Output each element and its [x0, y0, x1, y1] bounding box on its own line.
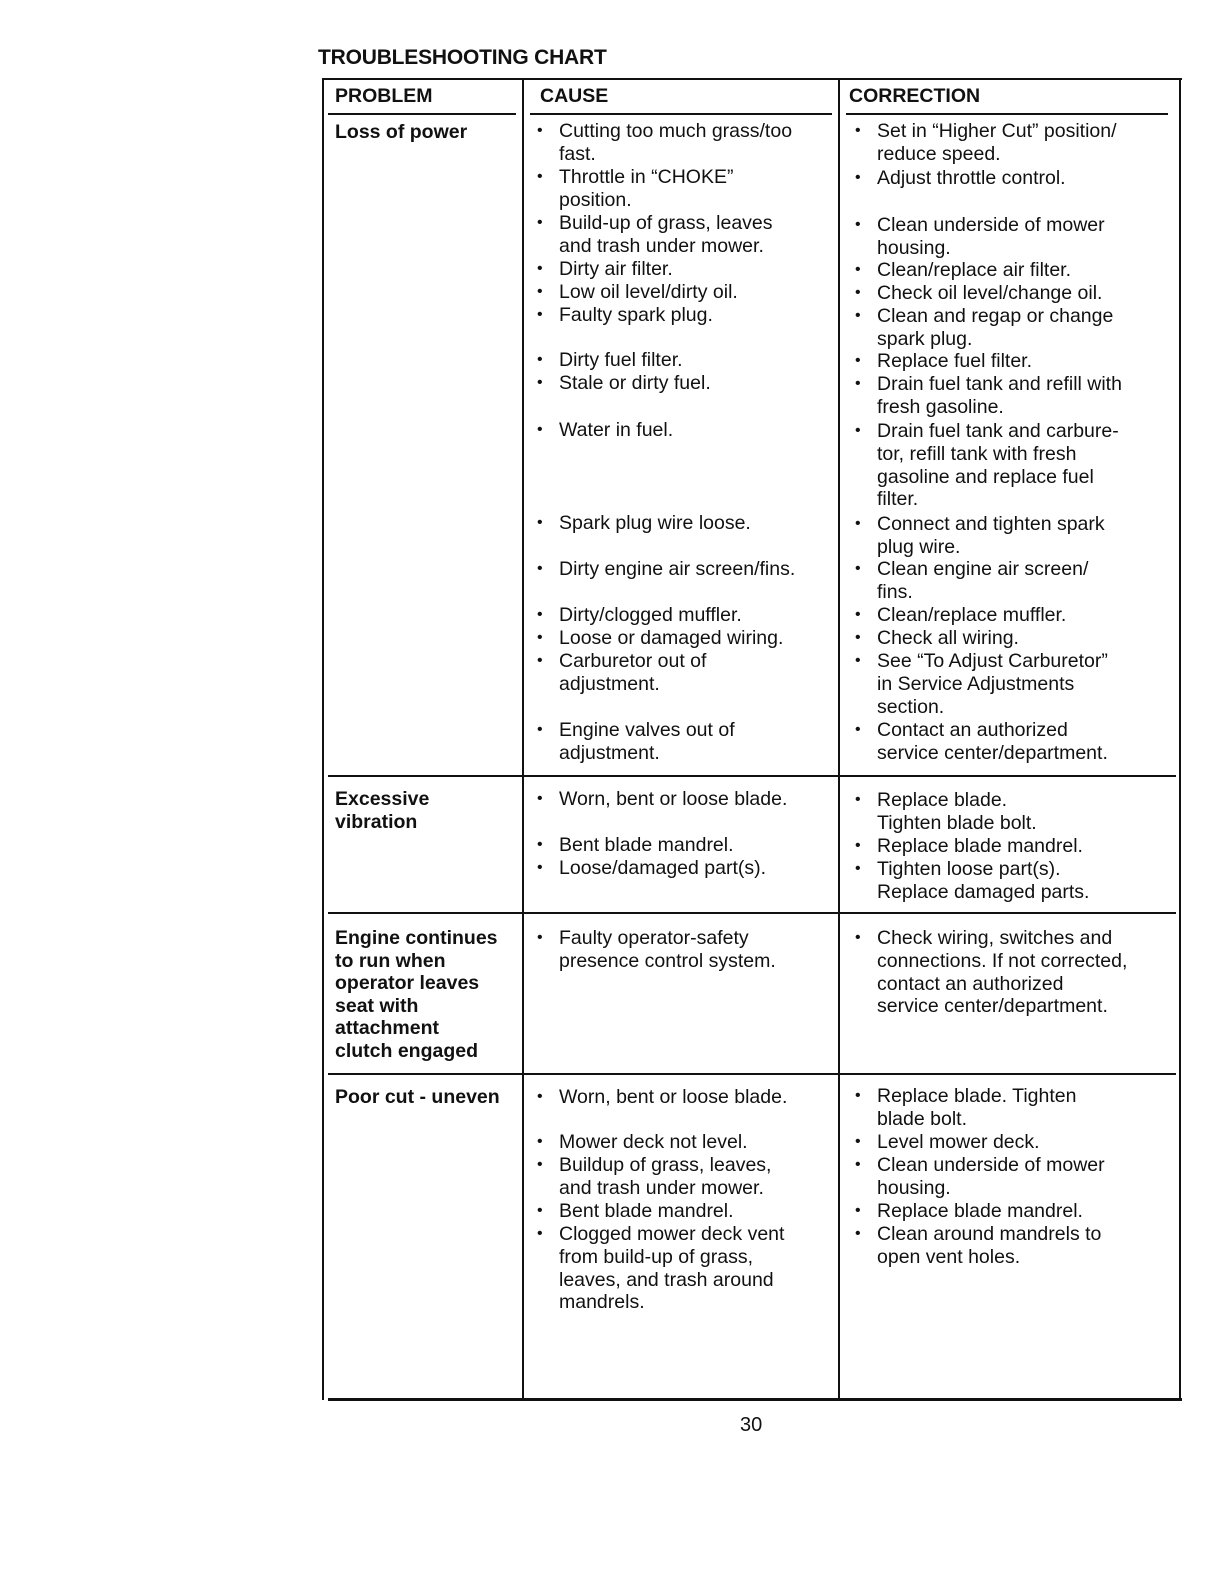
bullet-icon: • — [855, 1087, 861, 1104]
bullet-icon: • — [855, 791, 861, 808]
correction-text: Clean/replace muffler. — [877, 604, 1067, 626]
cause-item — [532, 304, 713, 327]
cause-text: Bent blade mandrel. — [559, 834, 734, 856]
cause-text: Throttle in “CHOKE” position. — [559, 166, 734, 211]
correction-item — [850, 1085, 1076, 1131]
section-separator — [328, 912, 1176, 914]
bullet-icon: • — [855, 652, 861, 669]
bullet-icon: • — [537, 351, 543, 368]
bullet-icon: • — [537, 1202, 543, 1219]
bullet-icon: • — [855, 721, 861, 738]
cause-text: Bent blade mandrel. — [559, 1200, 734, 1222]
bullet-icon: • — [855, 860, 861, 877]
cause-item — [532, 558, 795, 581]
cause-text: Loose or damaged wiring. — [559, 627, 784, 649]
section-separator — [328, 775, 1176, 777]
cause-item — [532, 1086, 787, 1109]
cause-text: Dirty engine air screen/fins. — [559, 558, 796, 580]
bullet-icon: • — [855, 169, 861, 186]
cause-item — [532, 1131, 748, 1154]
bullet-icon: • — [537, 836, 543, 853]
cause-text: Stale or dirty fuel. — [559, 372, 711, 394]
cause-text: Water in fuel. — [559, 419, 674, 441]
correction-item — [850, 927, 1127, 1018]
cause-text: Spark plug wire loose. — [559, 512, 751, 534]
cause-item — [532, 349, 683, 372]
bullet-icon: • — [537, 374, 543, 391]
correction-item — [850, 1200, 1083, 1223]
correction-text: Replace fuel filter. — [877, 350, 1033, 372]
bullet-icon: • — [537, 260, 543, 277]
cause-item — [532, 1223, 784, 1314]
bullet-icon: • — [855, 352, 861, 369]
bullet-icon: • — [537, 214, 543, 231]
correction-item — [850, 604, 1066, 627]
correction-text: Clean around mandrels to open vent holes. — [877, 1223, 1102, 1268]
problem-label: Excessive vibration — [335, 788, 430, 833]
correction-text: Clean underside of mower housing. — [877, 214, 1105, 259]
cause-item — [532, 650, 706, 696]
bullet-icon: • — [537, 168, 543, 185]
column-divider-correction — [838, 78, 840, 1400]
cause-item — [532, 166, 733, 212]
correction-text: Check all wiring. — [877, 627, 1019, 649]
correction-text: Replace blade mandrel. — [877, 835, 1083, 857]
bullet-icon: • — [537, 514, 543, 531]
bullet-icon: • — [537, 629, 543, 646]
bullet-icon: • — [855, 560, 861, 577]
bullet-icon: • — [855, 1225, 861, 1242]
cause-item — [532, 719, 735, 765]
correction-item — [850, 282, 1102, 305]
correction-text: Adjust throttle control. — [877, 167, 1066, 189]
cause-item — [532, 212, 773, 258]
bullet-icon: • — [855, 422, 861, 439]
correction-item — [850, 214, 1105, 260]
cause-text: Loose/damaged part(s). — [559, 857, 767, 879]
bullet-icon: • — [537, 790, 543, 807]
correction-item — [850, 120, 1117, 166]
cause-text: Buildup of grass, leaves, and trash under mower. — [559, 1154, 772, 1199]
correction-item — [850, 513, 1105, 559]
bullet-icon: • — [855, 1202, 861, 1219]
cause-text: Mower deck not level. — [559, 1131, 748, 1153]
correction-item — [850, 1131, 1040, 1154]
cause-item — [532, 604, 742, 627]
cause-text: Clogged mower deck vent from build-up of grass, leaves, and trash around mandrels. — [559, 1223, 785, 1314]
correction-text: Drain fuel tank and carbure- tor, refill tank with fresh gasoline and replace fuel filter. — [877, 420, 1119, 511]
cause-item — [532, 1154, 771, 1200]
table-right-border — [1179, 78, 1181, 1400]
bullet-icon: • — [537, 421, 543, 438]
cause-item — [532, 788, 787, 811]
bullet-icon: • — [855, 1156, 861, 1173]
bullet-icon: • — [855, 261, 861, 278]
troubleshooting-table — [322, 78, 1182, 1400]
bullet-icon: • — [855, 375, 861, 392]
bullet-icon: • — [855, 837, 861, 854]
correction-item — [850, 305, 1113, 351]
correction-text: Replace blade. Tighten blade bolt. — [877, 789, 1037, 834]
correction-item — [850, 259, 1071, 282]
header-problem: PROBLEM — [335, 85, 433, 107]
correction-text: Clean engine air screen/ fins. — [877, 558, 1089, 603]
correction-text: Check oil level/change oil. — [877, 282, 1103, 304]
correction-item — [850, 373, 1122, 419]
correction-item — [850, 627, 1019, 650]
header-cause: CAUSE — [540, 85, 609, 107]
correction-text: See “To Adjust Carburetor” in Service Adjustments section. — [877, 650, 1108, 718]
correction-item — [850, 1154, 1105, 1200]
bullet-icon: • — [855, 284, 861, 301]
correction-text: Replace blade. Tighten blade bolt. — [877, 1085, 1077, 1130]
column-divider-cause — [522, 78, 524, 1400]
problem-label: Poor cut - uneven — [335, 1086, 500, 1108]
correction-item — [850, 650, 1108, 718]
bullet-icon: • — [855, 929, 861, 946]
cause-item — [532, 627, 783, 650]
bullet-icon: • — [537, 721, 543, 738]
correction-text: Check wiring, switches and connections. If not corrected, contact an authorized service center/department. — [877, 927, 1128, 1018]
correction-text: Drain fuel tank and refill with fresh gasoline. — [877, 373, 1122, 418]
cause-text: Low oil level/dirty oil. — [559, 281, 738, 303]
cause-item — [532, 372, 711, 395]
bullet-icon: • — [855, 1133, 861, 1150]
cause-text: Dirty/clogged muffler. — [559, 604, 742, 626]
correction-item — [850, 835, 1083, 858]
header-underline-cause — [530, 113, 832, 115]
header-correction: CORRECTION — [849, 85, 981, 107]
page-number: 30 — [740, 1414, 763, 1436]
correction-text: Clean underside of mower housing. — [877, 1154, 1105, 1199]
cause-text: Faulty operator-safety presence control system. — [559, 927, 776, 972]
correction-text: Clean/replace air filter. — [877, 259, 1072, 281]
cause-text: Worn, bent or loose blade. — [559, 1086, 788, 1108]
section-separator — [328, 1073, 1176, 1075]
header-underline-correction — [846, 113, 1168, 115]
cause-text: Build-up of grass, leaves and trash under mower. — [559, 212, 773, 257]
bullet-icon: • — [537, 1088, 543, 1105]
bullet-icon: • — [537, 560, 543, 577]
correction-text: Connect and tighten spark plug wire. — [877, 513, 1105, 558]
correction-item — [850, 420, 1119, 511]
correction-item — [850, 1223, 1101, 1269]
cause-item — [532, 512, 751, 535]
correction-item — [850, 350, 1032, 373]
problem-label: Engine continues to run when operator leaves seat with attachment clutch engaged — [335, 927, 498, 1062]
cause-item — [532, 120, 792, 166]
cause-text: Faulty spark plug. — [559, 304, 713, 326]
correction-item — [850, 719, 1108, 765]
correction-item — [850, 858, 1089, 904]
bullet-icon: • — [537, 283, 543, 300]
cause-item — [532, 834, 734, 857]
correction-text: Contact an authorized service center/department. — [877, 719, 1108, 764]
cause-text: Worn, bent or loose blade. — [559, 788, 788, 810]
bullet-icon: • — [537, 929, 543, 946]
cause-item — [532, 857, 766, 880]
table-left-border — [322, 78, 324, 1400]
correction-item — [850, 789, 1037, 835]
cause-text: Carburetor out of adjustment. — [559, 650, 707, 695]
bullet-icon: • — [537, 1225, 543, 1242]
correction-text: Set in “Higher Cut” position/ reduce speed. — [877, 120, 1117, 165]
bullet-icon: • — [537, 606, 543, 623]
page-title: TROUBLESHOOTING CHART — [318, 46, 607, 69]
table-top-border — [322, 78, 1182, 80]
bullet-icon: • — [855, 629, 861, 646]
header-underline-problem — [328, 113, 516, 115]
bullet-icon: • — [855, 515, 861, 532]
cause-item — [532, 927, 776, 973]
bullet-icon: • — [855, 307, 861, 324]
correction-text: Replace blade mandrel. — [877, 1200, 1083, 1222]
problem-label: Loss of power — [335, 121, 468, 143]
cause-text: Engine valves out of adjustment. — [559, 719, 735, 764]
correction-text: Level mower deck. — [877, 1131, 1040, 1153]
cause-item — [532, 281, 738, 304]
bullet-icon: • — [537, 1133, 543, 1150]
bullet-icon: • — [855, 606, 861, 623]
bullet-icon: • — [537, 1156, 543, 1173]
cause-text: Cutting too much grass/too fast. — [559, 120, 793, 165]
cause-item — [532, 258, 673, 281]
bullet-icon: • — [537, 859, 543, 876]
bullet-icon: • — [537, 652, 543, 669]
cause-text: Dirty fuel filter. — [559, 349, 683, 371]
bullet-icon: • — [855, 122, 861, 139]
cause-item — [532, 1200, 734, 1223]
table-bottom-border — [328, 1398, 1182, 1401]
bullet-icon: • — [537, 122, 543, 139]
cause-item — [532, 419, 673, 442]
bullet-icon: • — [537, 306, 543, 323]
correction-item — [850, 167, 1066, 190]
correction-item — [850, 558, 1088, 604]
correction-text: Clean and regap or change spark plug. — [877, 305, 1114, 350]
bullet-icon: • — [855, 216, 861, 233]
correction-text: Tighten loose part(s). Replace damaged parts. — [877, 858, 1090, 903]
cause-text: Dirty air filter. — [559, 258, 673, 280]
